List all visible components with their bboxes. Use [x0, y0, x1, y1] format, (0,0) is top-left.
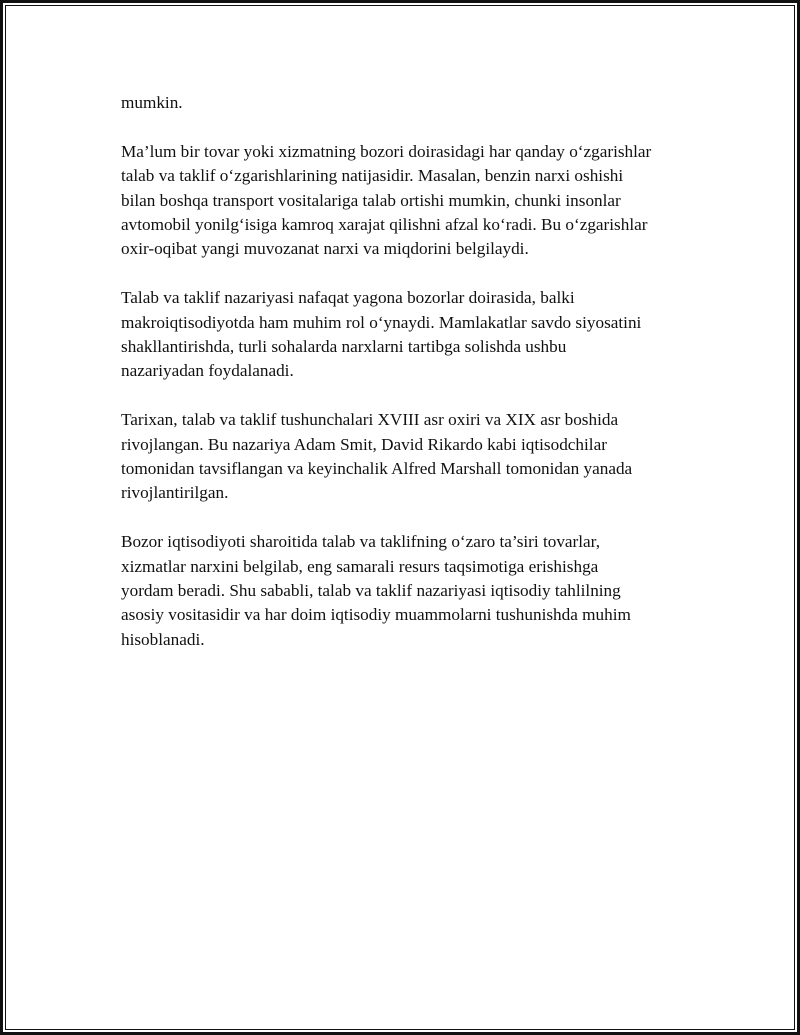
text-line: Talab va taklif nazariyasi nafaqat yagona bozorlar doirasida, balki: [121, 288, 575, 308]
text-line: oxir-oqibat yangi muvozanat narxi va miqdorini belgilaydi.: [121, 239, 529, 259]
document-body: [121, 91, 701, 677]
text-line: tomonidan tavsiflangan va keyinchalik Alfred Marshall tomonidan yanada: [121, 459, 633, 479]
text-line: makroiqtisodiyotda ham muhim rol o‘ynaydi. Mamlakatlar savdo siyosatini: [121, 312, 642, 332]
text-line: bilan boshqa transport vositalariga talab ortishi mumkin, chunki insonlar: [121, 190, 621, 210]
paragraph: [121, 286, 701, 384]
text-line: hisoblanadi.: [121, 629, 205, 649]
text-line: talab va taklif o‘zgarishlarining natijasidir. Masalan, benzin narxi oshishi: [121, 166, 624, 186]
paragraph: [121, 140, 701, 262]
text-line: Tarixan, talab va taklif tushunchalari XVIII asr oxiri va XIX asr boshida: [121, 410, 619, 430]
text-line: yordam beradi. Shu sababli, talab va taklif nazariyasi iqtisodiy tahlilning: [121, 581, 621, 601]
text-line: nazariyadan foydalanadi.: [121, 361, 294, 381]
paragraph: [121, 408, 701, 506]
paragraph: [121, 91, 701, 115]
text-line: xizmatlar narxini belgilab, eng samarali resurs taqsimotiga erishishga: [121, 556, 599, 576]
text-line: shakllantirishda, turli sohalarda narxlarni tartibga solishda ushbu: [121, 337, 567, 357]
text-line: asosiy vositasidir va har doim iqtisodiy muammolarni tushunishda muhim: [121, 605, 631, 625]
text-line: mumkin.: [121, 93, 183, 112]
text-line: rivojlantirilgan.: [121, 483, 229, 503]
text-line: Ma’lum bir tovar yoki xizmatning bozori doirasidagi har qanday o‘zgarishlar: [121, 141, 652, 161]
text-line: Bozor iqtisodiyoti sharoitida talab va taklifning o‘zaro ta’siri tovarlar,: [121, 532, 600, 552]
text-line: rivojlangan. Bu nazariya Adam Smit, David Rikardo kabi iqtisodchilar: [121, 434, 607, 454]
paragraph: [121, 530, 701, 652]
text-line: avtomobil yonilg‘isiga kamroq xarajat qilishni afzal ko‘radi. Bu o‘zgarishlar: [121, 215, 648, 235]
